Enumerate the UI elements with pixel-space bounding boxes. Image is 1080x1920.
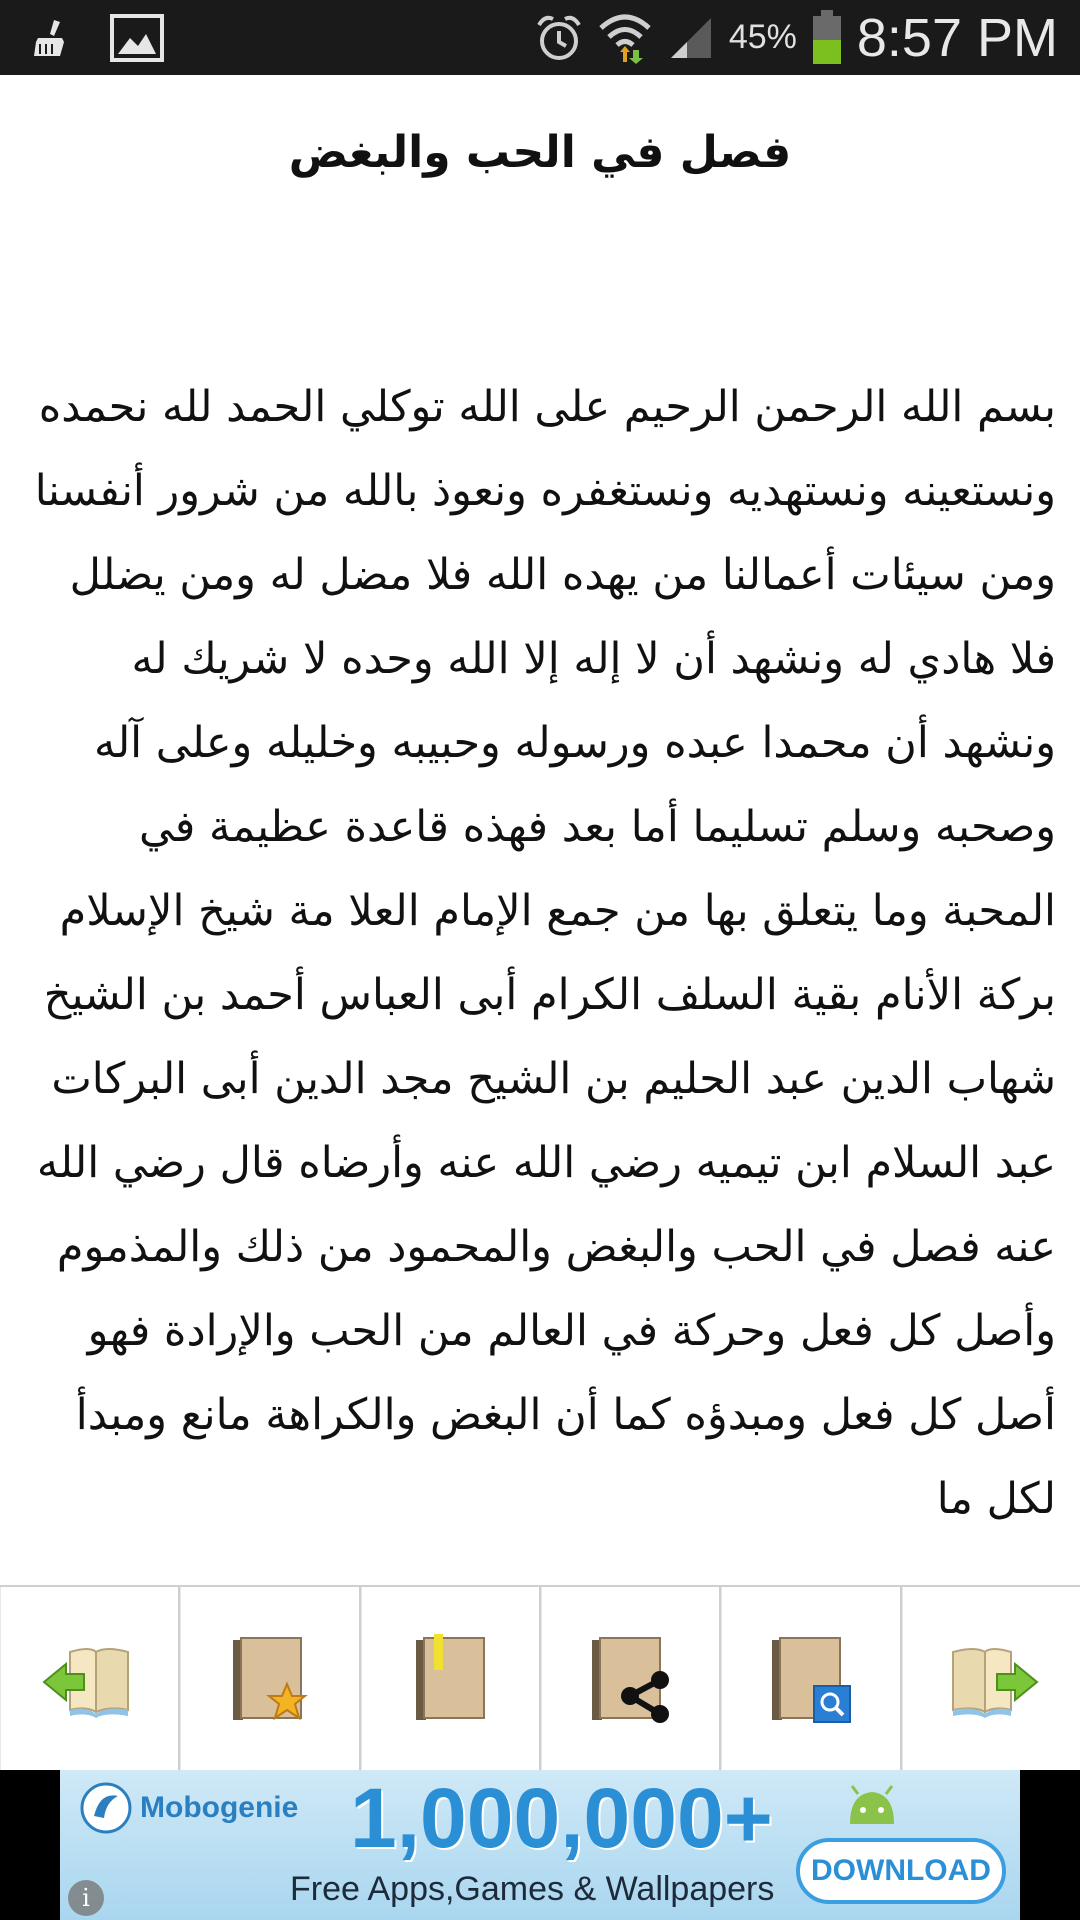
search-button[interactable]	[721, 1587, 901, 1772]
alarm-icon	[535, 13, 583, 63]
ad-brand	[80, 1782, 298, 1834]
battery-icon	[811, 10, 843, 66]
share-button[interactable]	[541, 1587, 721, 1772]
book-search-icon	[766, 1634, 856, 1726]
book-back-arrow-icon	[40, 1640, 140, 1720]
ad-download-button[interactable]: DOWNLOAD	[796, 1838, 1006, 1904]
previous-page-button[interactable]	[0, 1587, 180, 1772]
ad-info-icon[interactable]: i	[68, 1880, 104, 1916]
clock: 8:57 PM	[856, 7, 1058, 68]
reader-toolbar	[0, 1585, 1080, 1770]
cleaner-icon	[30, 18, 70, 58]
book-ribbon-icon	[410, 1634, 490, 1726]
next-page-button[interactable]	[902, 1587, 1080, 1772]
ad-tagline: Free Apps,Games & Wallpapers	[290, 1870, 775, 1908]
ad-headline: 1,000,000+	[350, 1771, 773, 1865]
chapter-title: فصل في الحب والبغض	[288, 127, 792, 178]
ad-area	[0, 1770, 1080, 1920]
bookmarks-list-button[interactable]	[180, 1587, 360, 1772]
battery-percent: 45%	[728, 18, 797, 56]
android-icon	[844, 1784, 900, 1824]
book-share-icon	[586, 1634, 676, 1726]
ad-brand-name: Mobogenie	[140, 1791, 299, 1824]
book-forward-arrow-icon	[941, 1640, 1041, 1720]
signal-icon	[667, 14, 715, 62]
ad-banner[interactable]	[60, 1770, 1020, 1920]
gallery-icon	[110, 14, 164, 62]
chapter-body-text: بسم الله الرحمن الرحيم على الله توكلي الحمد لله نحمده ونستعينه ونستهديه ونستغفره ونعوذ بالله من شرور أنفسنا ومن سيئات أعمالنا من يهده الله فلا مضل له ومن يضلل فلا هادي له ونشهد أن لا إله إلا الله وحده لا شريك له ونشهد أن محمدا عبده ورسوله وحبيبه وخليله وعلى آله وصحبه وسلم تسليما أما بعد فهذه قاعدة عظيمة في المحبة وما يتعلق بها من جمع الإمام العلا مة شيخ الإسلام بركة الأنام بقية السلف الكرام أبى العباس أحمد بن الشيخ شهاب الدين عبد الحليم بن الشيح مجد الدين أبى البركات عبد السلام ابن تيميه رضي الله عنه وأرضاه قال رضي الله عنه فصل في الحب والبغض والمحمود من ذلك والمذموم وأصل كل فعل وحركة في العالم من الحب والإرادة فهو أصل كل فعل ومبدؤه كما أن البغض والكراهة مانع ومبدأ لكل ما	[34, 382, 1056, 1524]
book-star-icon	[225, 1634, 315, 1726]
add-bookmark-button[interactable]	[361, 1587, 541, 1772]
reader-content[interactable]	[0, 75, 1080, 1585]
mobogenie-logo-icon	[80, 1782, 132, 1834]
status-bar	[0, 0, 1080, 75]
wifi-icon	[597, 12, 653, 64]
